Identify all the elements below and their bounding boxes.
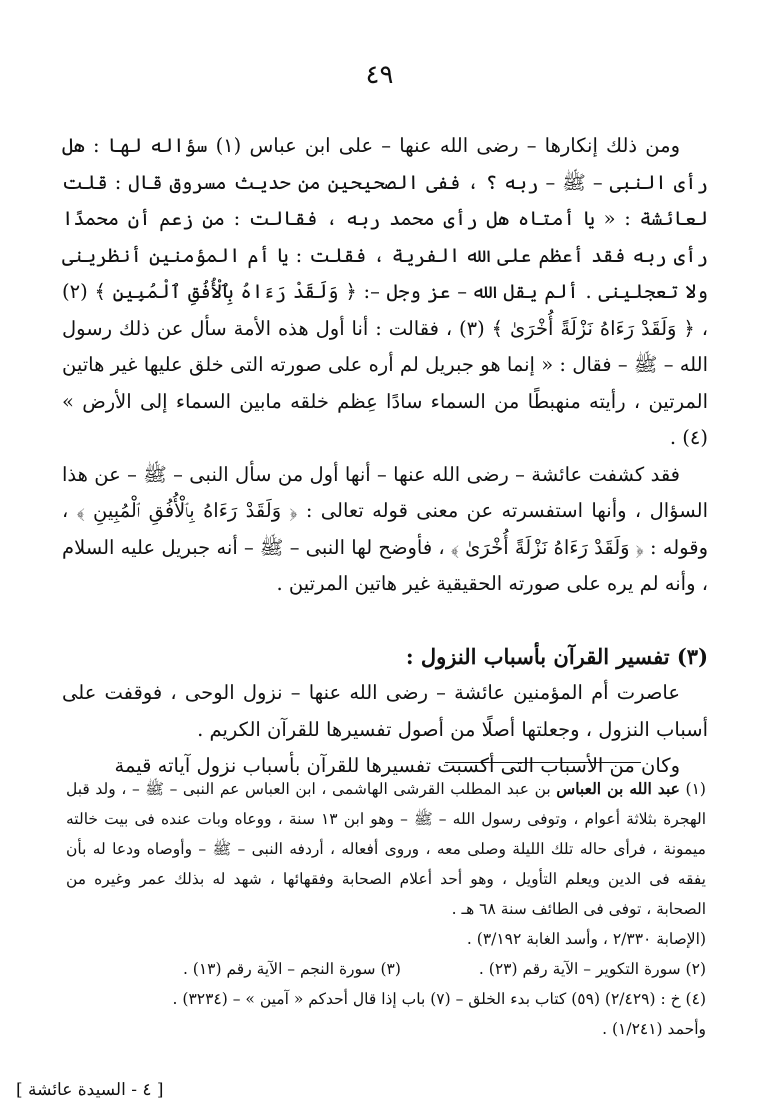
footnote-divider: [445, 762, 641, 763]
footnote-4-continued: وأحمد (١/٢٤١) .: [602, 1020, 706, 1038]
paragraph: فقد كشفت عائشة – رضى الله عنها – أنها أول من سأل النبى – ﷺ – عن هذا السؤال ، وأنها استفسرته عن معنى قوله تعالى : ﴿ وَلَقَدْ رَءَاهُ بِٱلْأُفُقِ ٱلْمُبِينِ ﴾ ، وقوله : ﴿ وَلَقَدْ رَءَاهُ نَزْلَةً أُخْرَىٰ ﴾ ، فأوضح لها النبى – ﷺ – أنه جبريل عليه السلام ، وأنه لم يره على صورته الحقيقية غير هاتين المرتين .: [62, 462, 708, 595]
section-heading: (٣) تفسير القرآن بأسباب النزول :: [405, 643, 708, 669]
section-gap: [62, 603, 708, 639]
footnote-text: بن عبد المطلب القرشى الهاشمى ، ابن العباس عم النبى – ﷺ – ، ولد قبل الهجرة بثلاثة أعوام ، وتوفى رسول الله – ﷺ – وهو ابن ١٣ سنة ، ووعاه وبات عنده فى بيت خالته ميمونة ، فرأى حاله تلك الليلة وصلى معه ، وروى أفعاله ، أردفه النبى – ﷺ – وأوصاه ودعا له بأن يفقه فى الدين ويعلم التأويل ، وهو أحد أعلام الصحابة وفقهائها ، شهد له بذلك عمر وغيره من الصحابة ، توفى فى الطائف سنة ٦٨ هـ .: [66, 780, 706, 918]
paragraph: وكان من الأسباب التى أكسبت تفسيرها للقرآن بأسباب نزول آياته قيمة: [114, 754, 680, 777]
paragraph: عاصرت أم المؤمنين عائشة – رضى الله عنها – نزول الوحى ، فوقفت على أسباب النزول ، وجعلتها أصلًا من أصول تفسيرها للقرآن الكريم .: [62, 681, 708, 741]
footnote-name: عبد الله بن العباس: [556, 779, 680, 798]
footnote-3: (٣) سورة النجم – الآية رقم (١٣) .: [182, 960, 401, 978]
footnote-1: [66, 774, 706, 924]
footnote-row: [66, 954, 706, 984]
footnote-marker: (١): [685, 780, 706, 798]
running-footer: [ ٤ - السيدة عائشة ]: [16, 1080, 164, 1100]
footnotes: [66, 774, 706, 1044]
footnote-2: (٢) سورة التكوير – الآية رقم (٢٣) .: [478, 960, 706, 978]
footnote-source: (الإصابة ٢/٣٣٠ ، وأسد الغابة ٣/١٩٢) .: [466, 930, 706, 948]
page-number: ٤٩: [365, 60, 394, 90]
main-text: [62, 128, 708, 785]
footnote-4: (٤) خ : (٢/٤٢٩) (٥٩) كتاب بدء الخلق – (٧) باب إذا قال أحدكم « آمين » – (٣٢٣٤) .: [172, 990, 706, 1008]
paragraph: ومن ذلك إنكارها – رضى الله عنها – على ابن عباس (١) سؤاله لها : هل رأى النبى – ﷺ – ربه ؟ ، ففى الصحيحين من حديث مسروق قال : قلت لعائشة : « يا أمتاه هل رأى محمد ربه ، فقالت : من زعم أن محمدًا رأى ربه فقد أعظم على الله الفرية ، فقلت : يا أم المؤمنين أنظرينى ولا تعجلينى . ألم يقل الله – عز وجل –: ﴿ وَلَقَدْ رَءَاهُ بِٱلْأُفُقِ ٱلْمُبِينِ ﴾ (٢) ، ﴿ وَلَقَدْ رَءَاهُ نَزْلَةً أُخْرَىٰ ﴾ (٣) ، فقالت : أنا أول هذه الأمة سأل عن ذلك رسول الله – ﷺ – فقال : « إنما هو جبريل لم أره على صورته التى خلق عليها غير هاتين المرتين ، رأيته منهبطًا من السماء سادًا عِظم خلقه مابين السماء إلى الأرض » (٤) .: [62, 134, 708, 449]
